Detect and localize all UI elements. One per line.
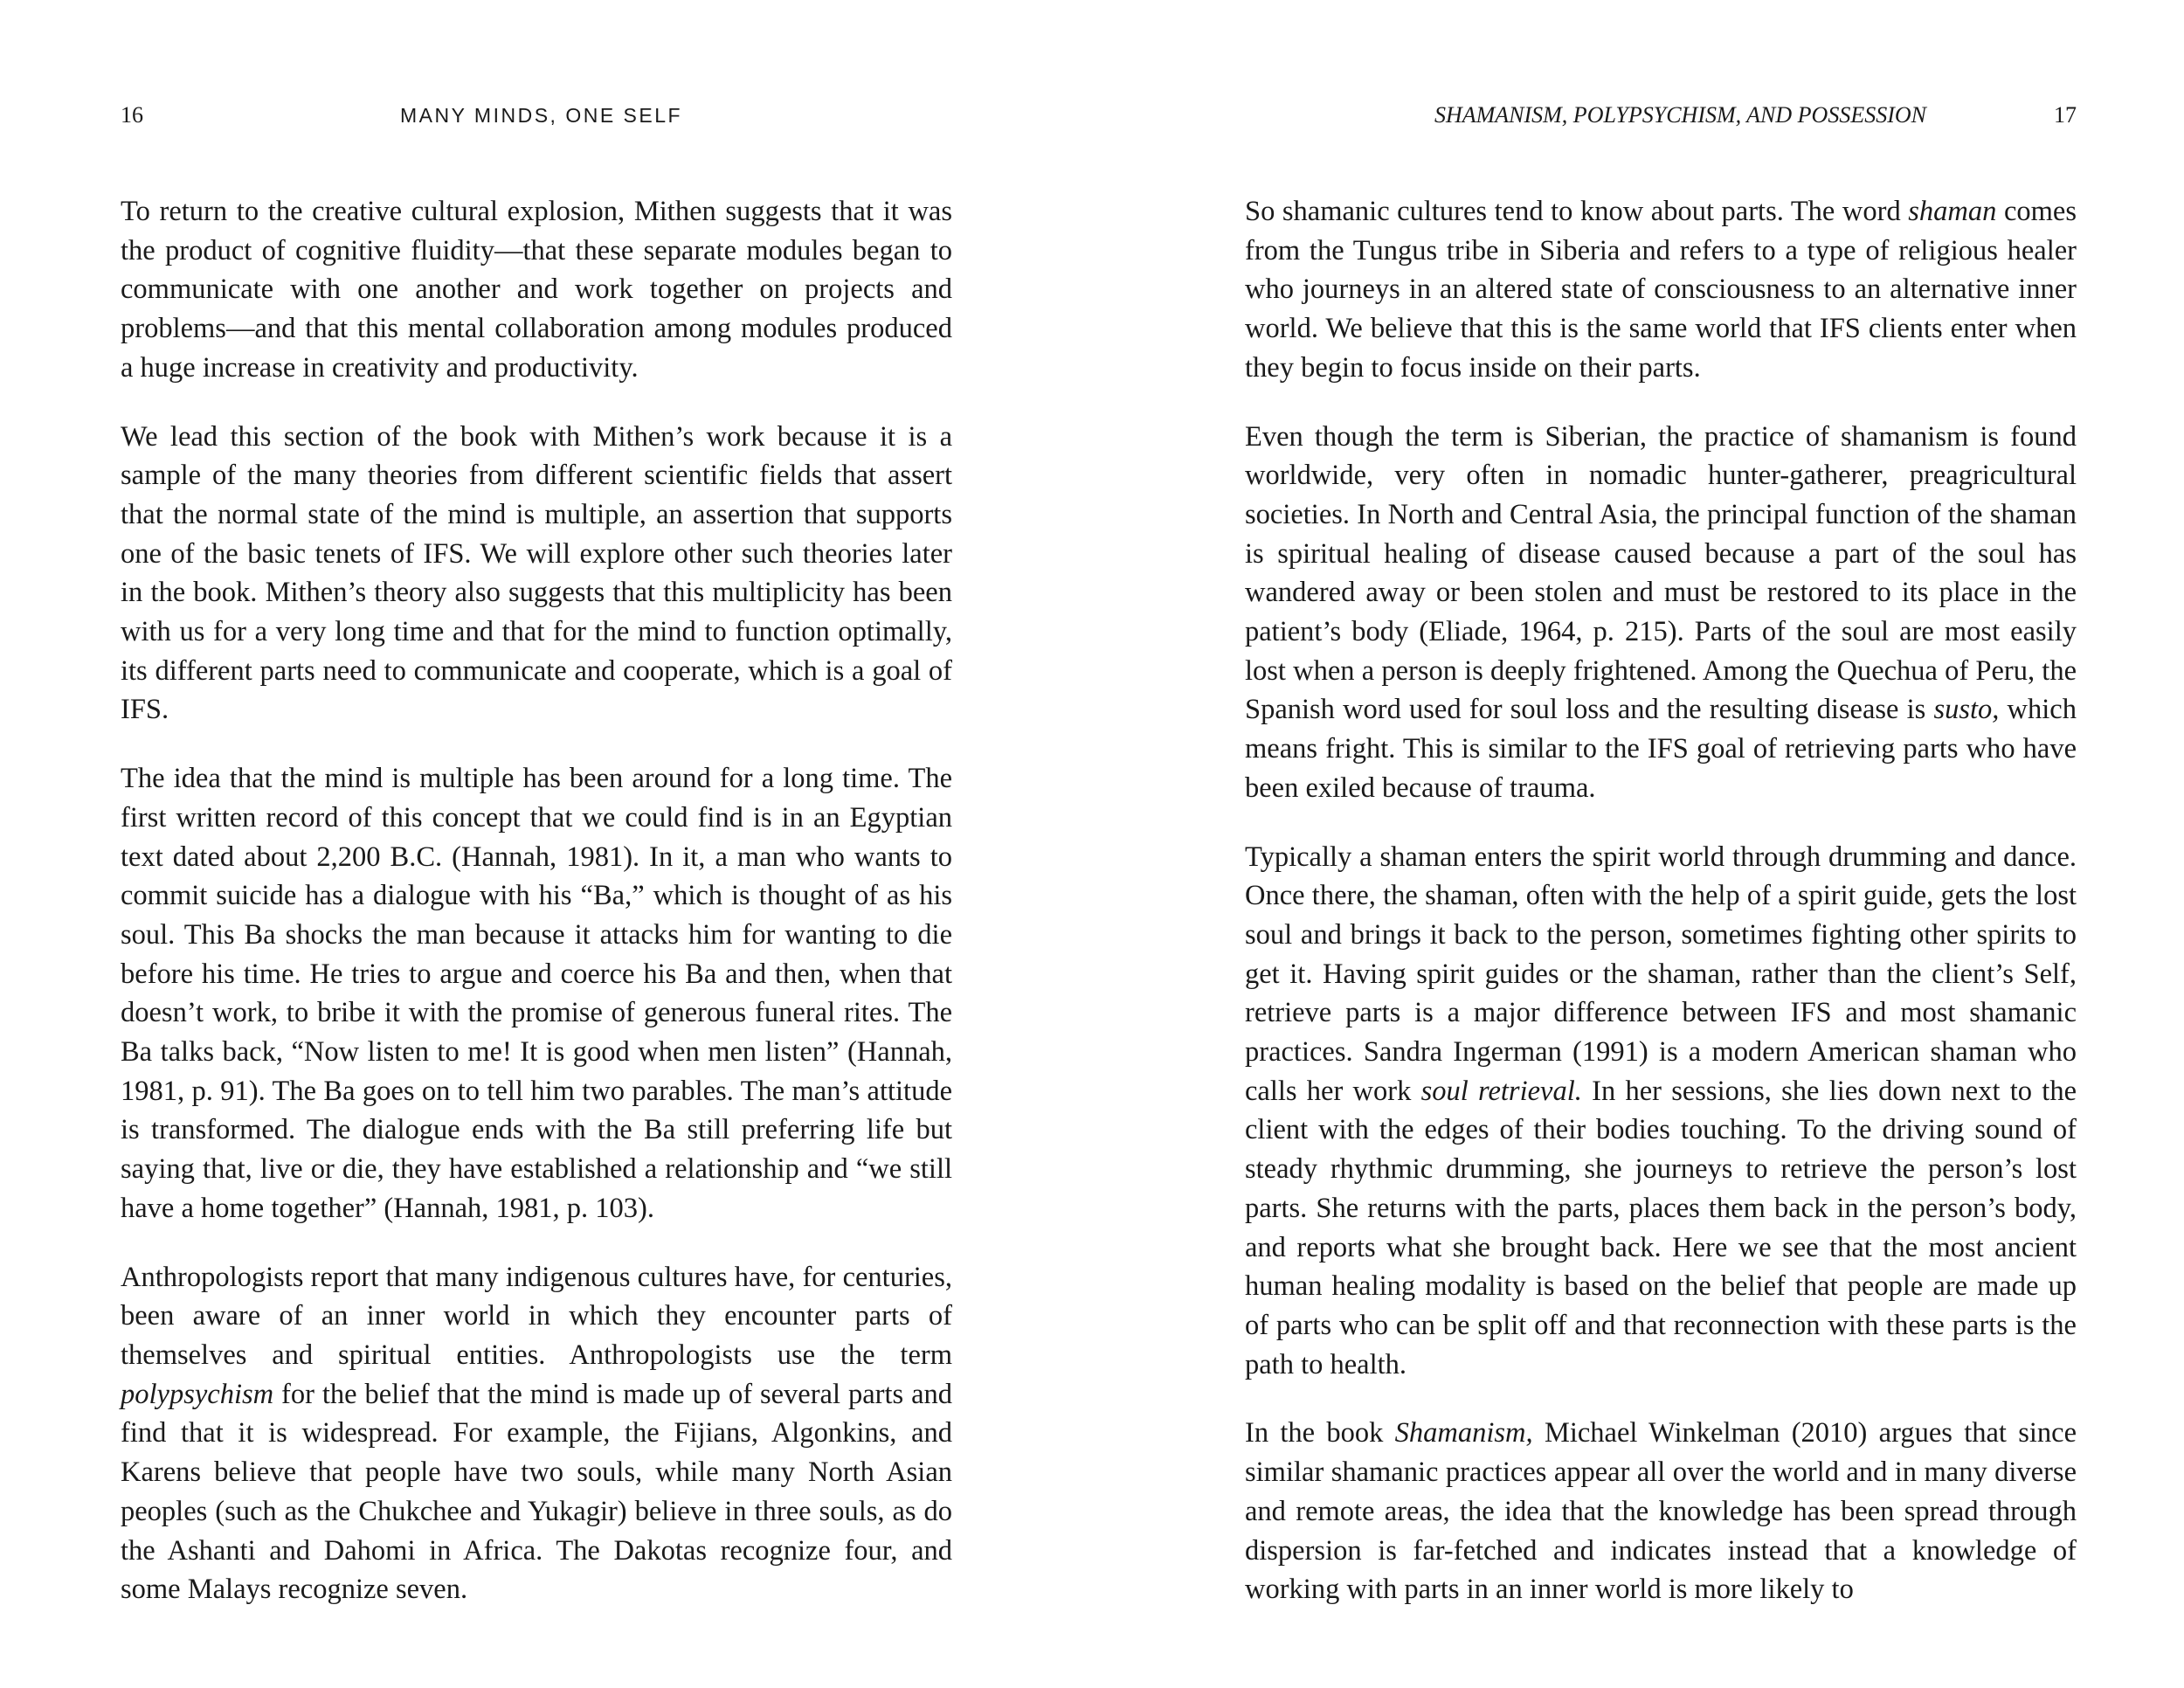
paragraph: Even though the term is Siberian, the practice of shamanism is found worldwide, very often in nomadic hunter-gatherer, preagricultural societies. In North and Central Asia, the principal function of the shaman is spiritual healing of disease caused because a part of the soul has wandered away or been stolen and must be restored to its place in the patient’s body (Eliade, 1964, p. 215). Parts of the soul are most easily lost when a person is deeply frightened. Among the Quechua of Peru, the Spanish word used for soul loss and the resulting disease is susto, which means fright. This is similar to the IFS goal of retrieving parts who have been exiled because of trauma. bbox=[1245, 420, 2077, 804]
left-page-header bbox=[121, 98, 952, 133]
paragraph: To return to the creative cultural explosion, Mithen suggests that it was the product of cognitive fluidity—that these separate modules began to communicate with one another and work together on projects and problems—and that this mental collaboration among modules produced a huge increase in creativity and productivity. bbox=[121, 196, 952, 384]
running-title: SHAMANISM, POLYPSYCHISM, AND POSSESSION bbox=[1434, 102, 1926, 128]
paragraph: Anthropologists report that many indigenous cultures have, for centuries, been aware of an inner world in which they encounter parts of themselves and spiritual entities. Anthropologists use the term polypsychism for the belief that the mind is made up of several parts and find that it is widespread. For example, the Fijians, Algonkins, and Karens believe that people have two souls, while many North Asian peoples (such as the Chukchee and Yukagir) believe in three souls, as do the Ashanti and Dahomi in Africa. The Dakotas recognize four, and some Malays recognize seven. bbox=[121, 1261, 952, 1606]
page-number: 17 bbox=[2054, 102, 2077, 128]
paragraph: Typically a shaman enters the spirit world through drumming and dance. Once there, the shaman, often with the help of a spirit guide, gets the lost soul and brings it back to the person, sometimes fighting other spirits to get it. Having spirit guides or the shaman, rather than the client’s Self, retrieve parts is a major difference between IFS and most shamanic practices. Sandra Ingerman (1991) is a modern American shaman who calls her work soul retrieval. In her sessions, she lies down next to the client with the edges of their bodies touching. To the driving sound of steady rhythmic drumming, she journeys to retrieve the person’s lost parts. She returns with the parts, places them back in the person’s body, and reports what she brought back. Here we see that the most ancient human healing modality is based on the belief that people are made up of parts who can be split off and that reconnection with these parts is the path to health. bbox=[1245, 841, 2077, 1380]
right-page-header bbox=[1245, 98, 2077, 133]
page-number: 16 bbox=[121, 102, 143, 128]
running-title: MANY MINDS, ONE SELF bbox=[400, 104, 683, 127]
right-page-body bbox=[1245, 192, 2077, 1639]
paragraph: In the book Shamanism, Michael Winkelman (2010) argues that since similar shamanic practices appear all over the world and in many diverse and remote areas, the idea that the knowledge has been spread through dispersion is far-fetched and indicates instead that a knowledge of working with parts in an inner world is more likely to bbox=[1245, 1417, 2077, 1606]
left-page-body bbox=[121, 192, 952, 1639]
paragraph: So shamanic cultures tend to know about parts. The word shaman comes from the Tungus tribe in Siberia and refers to a type of religious healer who journeys in an altered state of consciousness to an alternative inner world. We believe that this is the same world that IFS clients enter when they begin to focus inside on their parts. bbox=[1245, 196, 2077, 384]
left-page bbox=[121, 0, 952, 1688]
paragraph: The idea that the mind is multiple has been around for a long time. The first written record of this concept that we could find is in an Egyptian text dated about 2,200 B.C. (Hannah, 1981). In it, a man who wants to commit suicide has a dialogue with his “Ba,” which is thought of as his soul. This Ba shocks the man because it attacks him for wanting to die before his time. He tries to argue and coerce his Ba and then, when that doesn’t work, to bribe it with the promise of generous funeral rites. The Ba talks back, “Now listen to me! It is good when men listen” (Hannah, 1981, p. 91). The Ba goes on to tell him two parables. The man’s attitude is transformed. The dialogue ends with the Ba still preferring life but saying that, live or die, they have established a relationship and “we still have a home together” (Hannah, 1981, p. 103). bbox=[121, 763, 952, 1224]
paragraph: We lead this section of the book with Mithen’s work because it is a sample of the many theories from different scientific fields that assert that the normal state of the mind is multiple, an assertion that supports one of the basic tenets of IFS. We will explore other such theories later in the book. Mithen’s theory also suggests that this multiplicity has been with us for a very long time and that for the mind to function optimally, its different parts need to communicate and cooperate, which is a goal of IFS. bbox=[121, 420, 952, 726]
right-page bbox=[1245, 0, 2077, 1688]
